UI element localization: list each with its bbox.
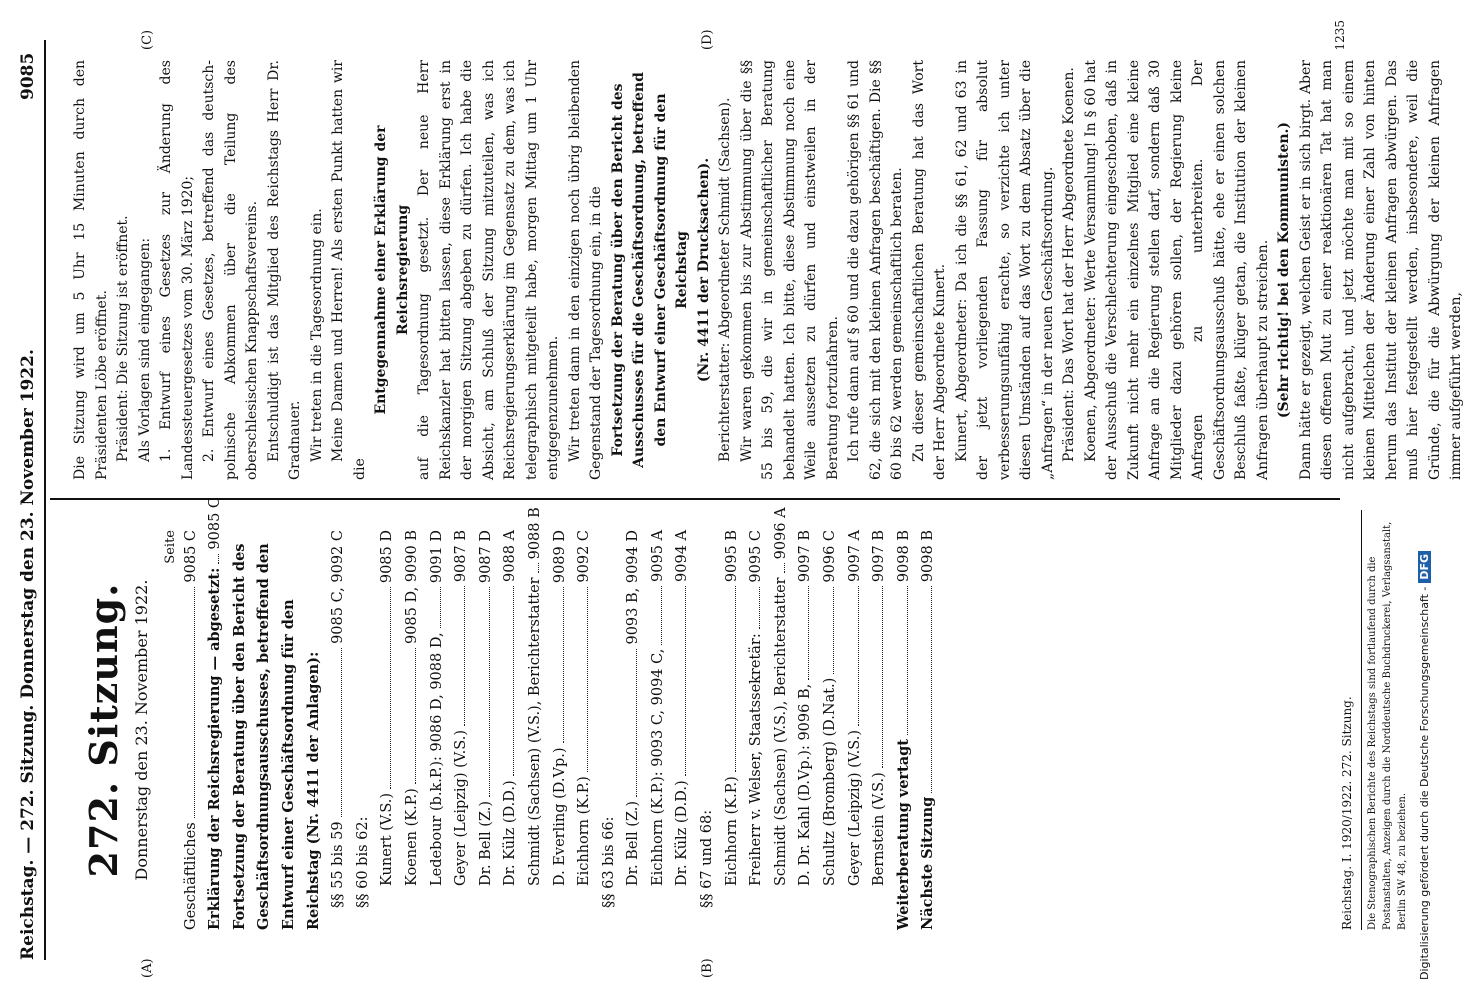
toc-entry-page: 9085 D — [379, 530, 396, 584]
toc-leader-dots — [489, 587, 490, 797]
sheet-number: 1235 — [1333, 20, 1347, 51]
margin-letter-c: (C) — [140, 29, 155, 50]
toc-entry — [179, 530, 204, 930]
toc-leader-dots — [661, 586, 662, 645]
table-of-contents — [179, 497, 941, 930]
digitization-note — [1418, 80, 1431, 980]
toc-leader-dots — [194, 587, 195, 819]
proceedings-paragraph: auf die Tagesordnung gesetzt. Der neue Herr Reichskanzler hat bitten lassen, diese Erklärung erst in der morgigen Sitzung abgeben zu dürfen. Ich habe die Absicht, am Schluß der Sitzung mitzuteilen, was ich Reichsregierungserklärung im Gegensatz zu dem, was ich telegraphisch mitgeteilt habe, morgen Mittag um 1 Uhr entgegenzunehmen. — [416, 60, 561, 480]
toc-entry-page: 9096 C — [822, 530, 839, 583]
agenda-heading: (Sehr richtig! bei den Kommunisten.) — [1276, 121, 1292, 419]
toc-entry — [326, 530, 351, 930]
toc-entry-page: 9087 D — [477, 530, 494, 584]
toc-leader-dots — [931, 586, 932, 793]
toc-entry — [523, 507, 548, 930]
toc-entry-text: Fortsetzung der Beratung über den Bericht des Geschäftsordnungsausschusses, betreffend den Entwurf einer Geschäftsordnung für den Reichstag (Nr. 4411 der Anlagen): — [230, 543, 322, 930]
toc-leader-dots — [415, 648, 416, 784]
toc-entry — [916, 530, 941, 930]
margin-letter-b: (B) — [700, 958, 715, 978]
toc-entry-page: 9092 C — [576, 530, 593, 583]
proceedings-paragraph: Kunert, Abgeordneter: Da ich die §§ 61, 62 und 63 in der jetzt vorliegenden Fassung für absolut verbesserungsunfähig erachte, so verzichte ich unter diesen Umständen auf das Wort zu dem Absatz über die „Anfragen“ in der neuen Geschäftsordnung. — [953, 60, 1056, 480]
toc-entry — [474, 530, 499, 930]
toc-entry-text: Erklärung der Reichsregierung — abgesetzt: — [206, 567, 224, 930]
toc-entry-text: D. Everling (D.Vp.) — [551, 747, 568, 886]
toc-entry — [425, 530, 450, 930]
toc-leader-dots — [390, 587, 391, 789]
toc-entry-text: Nächste Sitzung — [919, 796, 937, 930]
toc-entry-text: §§ 63 bis 66: — [600, 816, 617, 908]
toc-entry — [572, 530, 597, 930]
session-title: 272. Sitzung. — [81, 582, 126, 878]
toc-entry-text: Eichhorn (K.P.): 9093 C, 9094 C, — [649, 648, 666, 886]
toc-entry-page: 9098 B — [920, 530, 937, 583]
footer-line-1: Reichstag. I. 1920/1922. 272. Sitzung. — [1340, 696, 1354, 930]
toc-entry-page: 9095 A — [649, 530, 666, 582]
contents-column — [70, 497, 941, 930]
toc-entry-page: 9096 A — [772, 507, 789, 560]
toc-entry-page: 9091 D — [428, 530, 445, 584]
column-divider — [50, 499, 1340, 501]
toc-entry — [670, 530, 695, 930]
toc-entry-text: Dr. Külz (D.D.) — [502, 780, 519, 886]
proceedings-paragraph: Dann hätte er gezeigt, welchen Geist er in sich birgt. Aber diesen offenen Mut zu einer reaktionären Tat hat man nicht aufgebracht, und jetzt möchte man mit so einem kleinen Mittelchen der Änderung einer Zahl von hinten herum das Institut der kleinen Anfragen abwürgen. Das muß hier festgestellt werden, insbesondere, weil die Gründe, die für die Abwürgung der kleinen Anfragen immer aufgeführt werden, — [1297, 60, 1464, 480]
toc-entry-page: 9095 B — [723, 530, 740, 583]
toc-entry — [867, 530, 892, 930]
toc-entry-text: Schultz (Bromberg) (D.Nat.) — [822, 677, 839, 886]
toc-entry — [351, 530, 376, 930]
proceedings-column — [70, 60, 1468, 480]
toc-entry-text: Dr. Bell (Z.) — [625, 800, 642, 886]
toc-leader-dots — [563, 587, 564, 743]
toc-leader-dots — [513, 586, 514, 776]
toc-entry — [695, 530, 720, 930]
toc-leader-dots — [784, 563, 785, 573]
proceedings-paragraph: Wir treten in die Tagesordnung ein. — [308, 208, 325, 462]
toc-entry — [744, 530, 769, 930]
toc-entry-page: 9097 A — [846, 530, 863, 582]
toc-entry — [621, 530, 646, 930]
seite-label: Seite — [162, 530, 178, 564]
toc-leader-dots — [587, 587, 588, 773]
proceedings-paragraph: 2. Entwurf eines Gesetzes, betreffend das deutsch-polnische Abkommen über die Teilung des oberschlesischen Knappschaftsvereins. — [201, 60, 260, 480]
toc-entry-text: §§ 55 bis 59 — [330, 821, 347, 908]
toc-entry-page: 9095 C — [748, 530, 765, 583]
proceedings-paragraph: Wir treten dann in den einzigen noch übrig bleibenden Gegenstand der Tagesordnung ein, in die — [566, 60, 604, 480]
toc-entry — [720, 530, 745, 930]
toc-entry-page: 9085 C — [207, 497, 224, 550]
toc-entry — [818, 530, 843, 930]
toc-entry-text: Geyer (Leipzig) (V.S.) — [453, 730, 470, 886]
session-date: Donnerstag den 23. November 1922. — [132, 579, 151, 881]
toc-entry-text: Dr. Külz (D.D.) — [674, 780, 691, 886]
toc-entry-text: Schmidt (Sachsen) (V.S.), Berichterstatter — [526, 577, 543, 886]
proceedings-paragraph: Zu dieser gemeinschaftlichen Beratung hat das Wort der Herr Abgeordnete Kunert. — [910, 60, 948, 480]
toc-entry-page: 9098 B — [895, 530, 912, 583]
toc-entry-text: Eichhorn (K.P.) — [576, 776, 593, 886]
footer-line-2: Die Stenographischen Berichte des Reichstags sind fortlaufend durch die Postanstalten, Anzeigen durch die Norddeutsche Buchdruckerei, Verlagsanstalt, Berlin SW 48, zu beziehen. — [1361, 510, 1410, 930]
toc-entry-page: 9093 B, 9094 D — [625, 530, 642, 645]
toc-entry-page: 9085 C, 9092 C — [330, 530, 347, 644]
toc-entry-page: 9085 C — [182, 530, 199, 583]
toc-entry — [203, 497, 228, 930]
toc-entry-page: 9097 B — [797, 530, 814, 583]
toc-leader-dots — [882, 586, 883, 768]
margin-letter-d: (D) — [700, 29, 715, 50]
toc-entry — [843, 530, 868, 930]
toc-leader-dots — [907, 586, 908, 735]
proceedings-paragraph: Präsident: Das Wort hat der Herr Abgeordnete Koenen. — [1061, 67, 1077, 462]
toc-leader-dots — [833, 587, 834, 674]
proceedings-paragraph: Entschuldigt ist das Mitglied des Reichstags Herr Dr. Gradnauer. — [265, 60, 303, 480]
toc-entry-page: 9097 B — [871, 530, 888, 583]
proceedings-paragraph: Präsident: Die Sitzung ist eröffnet. — [115, 215, 131, 462]
toc-entry-text: Dr. Bell (Z.) — [477, 800, 494, 886]
toc-entry — [793, 530, 818, 930]
toc-entry-text: Weiterberatung vertagt — [894, 739, 912, 930]
toc-leader-dots — [440, 587, 441, 628]
toc-entry-text: Freiherr v. Welser, Staatssekretär: — [748, 633, 765, 886]
toc-entry-text: Eichhorn (K.P.) — [723, 776, 740, 886]
agenda-heading: Entgegennahme einer Erklärung der Reichsregierung — [373, 125, 411, 415]
toc-entry-page: 9094 A — [674, 530, 691, 582]
toc-entry-page: 9088 B — [526, 507, 543, 560]
toc-leader-dots — [735, 586, 736, 772]
toc-entry — [228, 530, 326, 930]
toc-entry — [769, 507, 794, 930]
running-header-left: Reichstag. — 272. Sitzung. Donnerstag den 23. November 1922. — [18, 349, 38, 960]
toc-entry — [548, 530, 573, 930]
toc-entry-page: 9089 D — [551, 530, 568, 584]
agenda-heading: (Nr. 4411 der Drucksachen). — [695, 157, 712, 383]
toc-entry-text: Ledebour (b.k.P.): 9086 D, 9088 D, — [428, 632, 445, 886]
toc-entry — [597, 530, 622, 930]
proceedings-paragraph: Koenen, Abgeordneter: Werte Versammlung! In § 60 hat der Ausschuß die Verschlechterung eingeschoben, daß in Zukunft nicht mehr ein einzelnes Mitglied eine kleine Anfrage an die Regierung stellen darf, sondern daß 30 Mitglieder dazu gehören sollen, der Regierung kleine Anfragen zu unterbreiten. Der Geschäftsordnungsausschuß hätte, ehe er einen solchen Beschluß faßte, klüger getan, die Institution der kleinen Anfragen überhaupt zu streichen. — [1082, 60, 1271, 480]
toc-leader-dots — [464, 586, 465, 726]
margin-letter-a: (A) — [140, 958, 155, 978]
toc-leader-dots — [808, 586, 809, 680]
toc-entry-text: Kunert (V.S.) — [379, 792, 396, 886]
proceedings-paragraph: Die Sitzung wird um 5 Uhr 15 Minuten durch den Präsidenten Löbe eröffnet. — [72, 60, 110, 480]
footer — [1340, 510, 1410, 930]
toc-entry — [646, 530, 671, 930]
toc-entry-page: 9087 B — [453, 530, 470, 583]
toc-entry-text: Geschäftliches — [182, 822, 199, 930]
proceedings-paragraph: Als Vorlagen sind eingegangen: — [136, 237, 153, 462]
toc-leader-dots — [858, 586, 859, 726]
toc-leader-dots — [759, 587, 760, 630]
toc-entry — [449, 530, 474, 930]
toc-entry — [375, 530, 400, 930]
header-rule — [44, 40, 46, 960]
toc-entry-text: §§ 67 und 68: — [699, 809, 716, 908]
toc-entry-page: 9088 A — [502, 530, 519, 582]
dfg-logo: DFG — [1418, 551, 1431, 583]
agenda-heading: Fortsetzung der Beratung über den Bericht des Ausschusses für die Geschäftsordnung, betreffend den Entwurf einer Geschäftsordnung für den Reichstag — [609, 72, 690, 468]
toc-entry-text: Bernstein (V.S.) — [871, 772, 888, 886]
toc-entry-text: Geyer (Leipzig) (V.S.) — [846, 730, 863, 886]
proceedings-paragraph: 1. Entwurf eines Gesetzes zur Änderung des Landessteuergesetzes vom 30. März 1920; — [158, 60, 196, 480]
toc-entry — [498, 530, 523, 930]
toc-entry-text: Koenen (K.P.) — [403, 788, 420, 886]
toc-leader-dots — [218, 554, 219, 564]
toc-leader-dots — [685, 586, 686, 776]
toc-leader-dots — [636, 649, 637, 797]
toc-entry — [892, 530, 917, 930]
toc-entry — [400, 530, 425, 930]
proceedings-paragraph: Berichterstatter: Abgeordneter Schmidt (Sachsen). — [717, 97, 733, 462]
toc-entry-text: Schmidt (Sachsen) (V.S.), Berichterstatter — [772, 577, 789, 886]
toc-entry-page: 9085 D, 9090 B — [403, 530, 420, 645]
proceedings-paragraph: Meine Damen und Herren! Als ersten Punkt hatten wir die — [330, 60, 368, 480]
digitization-text: Digitalisierung gefördert durch die Deutsche Forschungsgemeinschaft - — [1418, 586, 1431, 980]
proceedings-paragraph: Ich rufe dann auf § 60 und die dazu gehörigen §§ 61 und 62, die sich mit den kleinen Anfragen beschäftigen. Die §§ 60 bis 62 werden gemeinschaftlich beraten. — [846, 60, 905, 480]
running-header-page-number: 9085 — [18, 52, 38, 100]
toc-entry-text: D. Dr. Kahl (D.Vp.): 9096 B, — [797, 683, 814, 886]
proceedings-paragraph: Wir waren gekommen bis zur Abstimmung über die §§ 55 bis 59, die wir in gemeinschaftlicher Beratung behandelt hatten. Ich bitte, diese Abstimmung noch eine Weile aussetzen zu dürfen und einstweilen in der Beratung fortzufahren. — [738, 60, 841, 480]
toc-leader-dots — [538, 563, 539, 573]
toc-entry-text: §§ 60 bis 62: — [354, 816, 371, 908]
toc-leader-dots — [341, 648, 342, 817]
